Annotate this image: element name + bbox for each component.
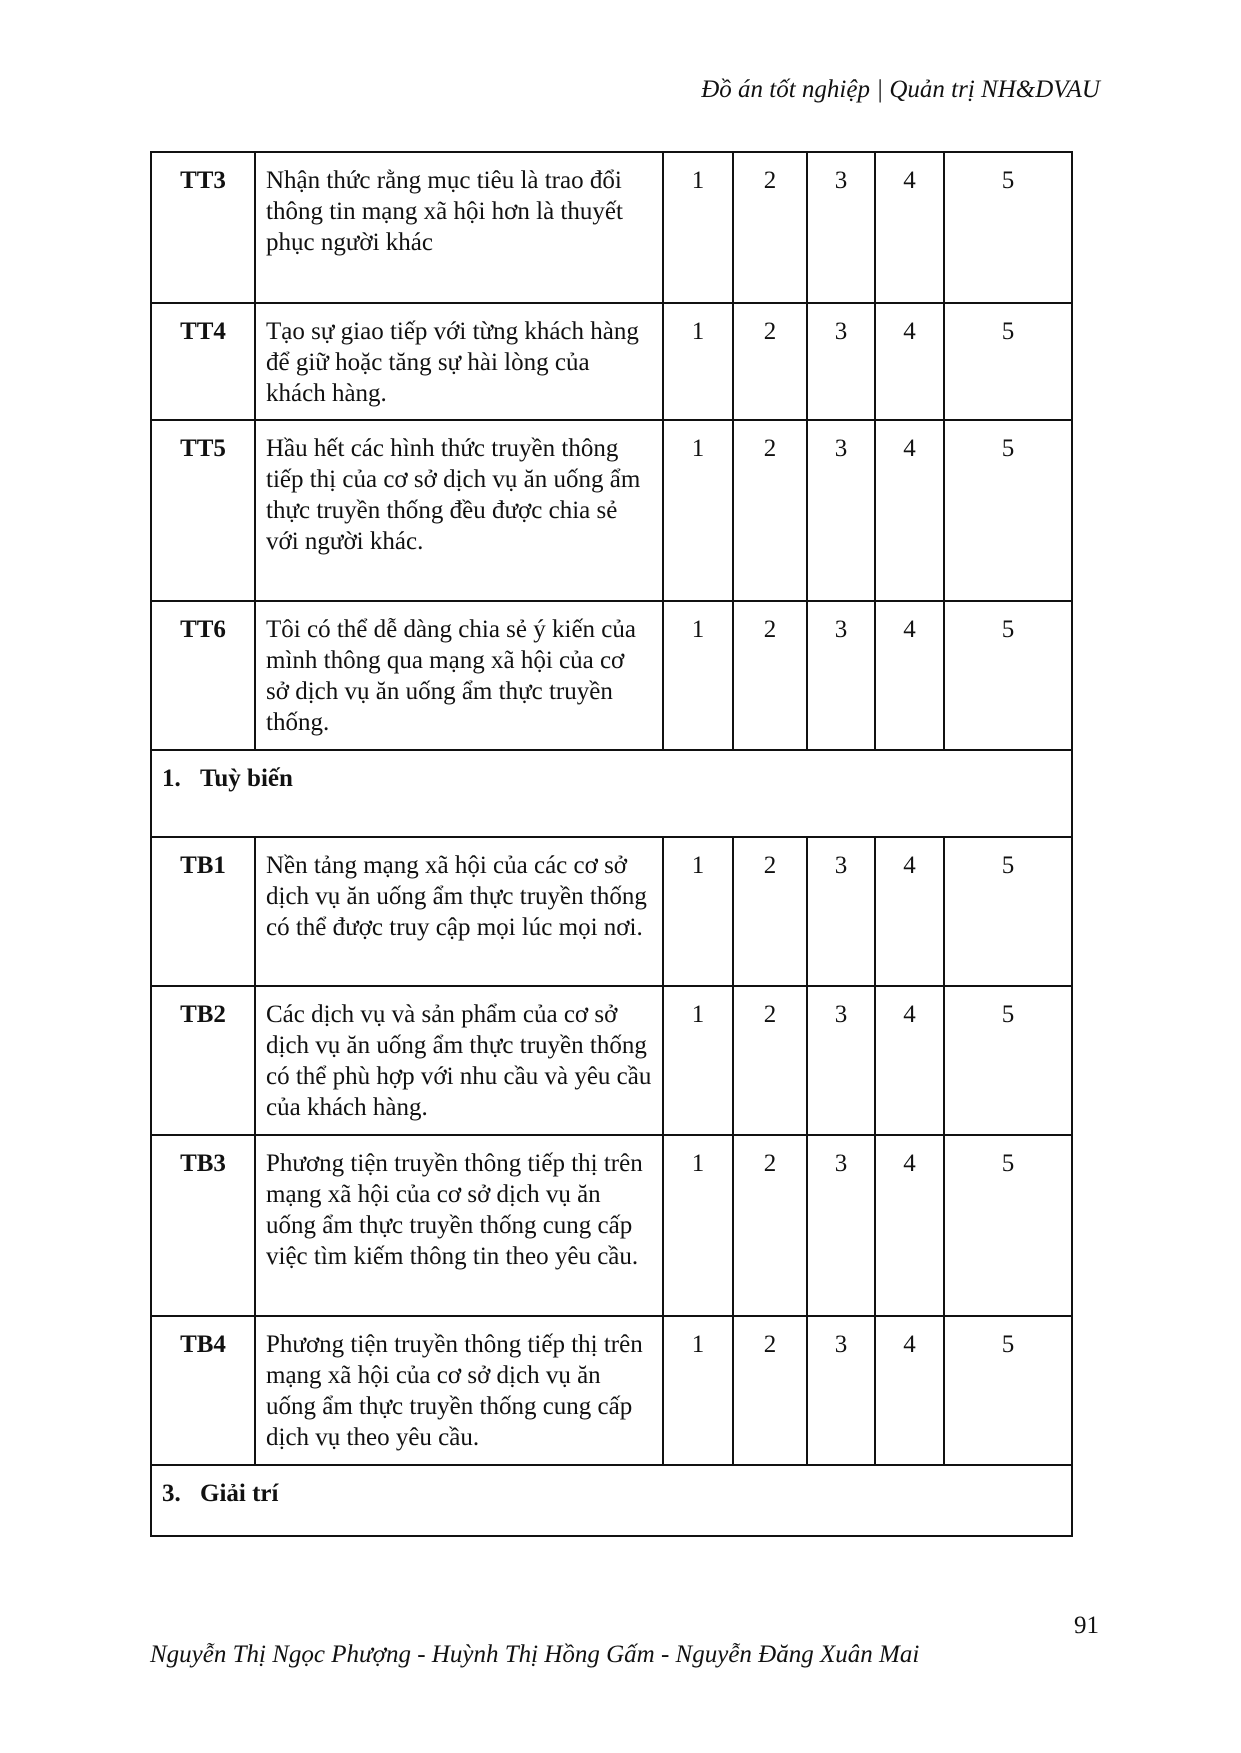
table-row: [151, 420, 1072, 601]
table-row: [151, 303, 1072, 420]
item-code: TT4: [151, 303, 255, 420]
page-header: Đồ án tốt nghiệp | Quản trị NH&DVAU: [701, 76, 1100, 103]
score-cell: 2: [733, 1135, 807, 1316]
item-code: TT5: [151, 420, 255, 601]
table-row: [151, 152, 1072, 303]
score-cell: 3: [807, 986, 875, 1135]
survey-table: [150, 151, 1073, 1537]
item-code: TT6: [151, 601, 255, 750]
score-cell: 3: [807, 1316, 875, 1465]
score-cell: 3: [807, 1135, 875, 1316]
item-code: TB4: [151, 1316, 255, 1465]
score-cell: 5: [944, 601, 1072, 750]
page-number: 91: [1074, 1612, 1099, 1639]
item-text: Tôi có thể dễ dàng chia sẻ ý kiến của mình thông qua mạng xã hội của cơ sở dịch vụ ăn uống ẩm thực truyền thống.: [255, 601, 663, 750]
item-text: Phương tiện truyền thông tiếp thị trên mạng xã hội của cơ sở dịch vụ ăn uống ẩm thực truyền thống cung cấp việc tìm kiếm thông tin theo yêu cầu.: [255, 1135, 663, 1316]
section-label: Tuỳ biến: [200, 765, 293, 792]
table-row: [151, 1316, 1072, 1465]
item-code: TB3: [151, 1135, 255, 1316]
section-number: 1.: [162, 765, 181, 792]
table-row: [151, 1135, 1072, 1316]
item-code: TB1: [151, 837, 255, 986]
table-row: [151, 837, 1072, 986]
score-cell: 2: [733, 837, 807, 986]
score-cell: 5: [944, 420, 1072, 601]
score-cell: 4: [875, 303, 944, 420]
section-row: [151, 750, 1072, 837]
page-footer: Nguyễn Thị Ngọc Phượng - Huỳnh Thị Hồng Gấm - Nguyễn Đăng Xuân Mai: [150, 1641, 920, 1668]
score-cell: 4: [875, 1135, 944, 1316]
section-heading: [151, 1465, 1072, 1536]
section-row: [151, 1465, 1072, 1536]
item-text: Nền tảng mạng xã hội của các cơ sở dịch vụ ăn uống ẩm thực truyền thống có thể được truy cập mọi lúc mọi nơi.: [255, 837, 663, 986]
item-text: Các dịch vụ và sản phẩm của cơ sở dịch vụ ăn uống ẩm thực truyền thống có thể phù hợp với nhu cầu và yêu cầu của khách hàng.: [255, 986, 663, 1135]
score-cell: 2: [733, 420, 807, 601]
score-cell: 1: [663, 303, 733, 420]
score-cell: 2: [733, 1316, 807, 1465]
table-row: [151, 986, 1072, 1135]
score-cell: 4: [875, 601, 944, 750]
score-cell: 2: [733, 986, 807, 1135]
score-cell: 1: [663, 152, 733, 303]
score-cell: 5: [944, 152, 1072, 303]
section-heading: [151, 750, 1072, 837]
score-cell: 5: [944, 986, 1072, 1135]
score-cell: 3: [807, 152, 875, 303]
section-number: 3.: [162, 1480, 181, 1507]
item-code: TB2: [151, 986, 255, 1135]
score-cell: 3: [807, 420, 875, 601]
score-cell: 1: [663, 1316, 733, 1465]
item-text: Tạo sự giao tiếp với từng khách hàng để giữ hoặc tăng sự hài lòng của khách hàng.: [255, 303, 663, 420]
score-cell: 5: [944, 1135, 1072, 1316]
section-label: Giải trí: [200, 1480, 279, 1507]
score-cell: 4: [875, 1316, 944, 1465]
score-cell: 4: [875, 152, 944, 303]
score-cell: 4: [875, 837, 944, 986]
score-cell: 3: [807, 837, 875, 986]
score-cell: 4: [875, 420, 944, 601]
score-cell: 2: [733, 601, 807, 750]
score-cell: 2: [733, 152, 807, 303]
score-cell: 1: [663, 837, 733, 986]
item-code: TT3: [151, 152, 255, 303]
score-cell: 3: [807, 303, 875, 420]
score-cell: 1: [663, 1135, 733, 1316]
score-cell: 4: [875, 986, 944, 1135]
score-cell: 1: [663, 601, 733, 750]
score-cell: 1: [663, 420, 733, 601]
score-cell: 3: [807, 601, 875, 750]
score-cell: 1: [663, 986, 733, 1135]
table-row: [151, 601, 1072, 750]
score-cell: 5: [944, 303, 1072, 420]
item-text: Nhận thức rằng mục tiêu là trao đổi thông tin mạng xã hội hơn là thuyết phục người khác: [255, 152, 663, 303]
score-cell: 5: [944, 837, 1072, 986]
item-text: Hầu hết các hình thức truyền thông tiếp thị của cơ sở dịch vụ ăn uống ẩm thực truyền thống đều được chia sẻ với người khác.: [255, 420, 663, 601]
score-cell: 2: [733, 303, 807, 420]
score-cell: 5: [944, 1316, 1072, 1465]
item-text: Phương tiện truyền thông tiếp thị trên mạng xã hội của cơ sở dịch vụ ăn uống ẩm thực truyền thống cung cấp dịch vụ theo yêu cầu.: [255, 1316, 663, 1465]
